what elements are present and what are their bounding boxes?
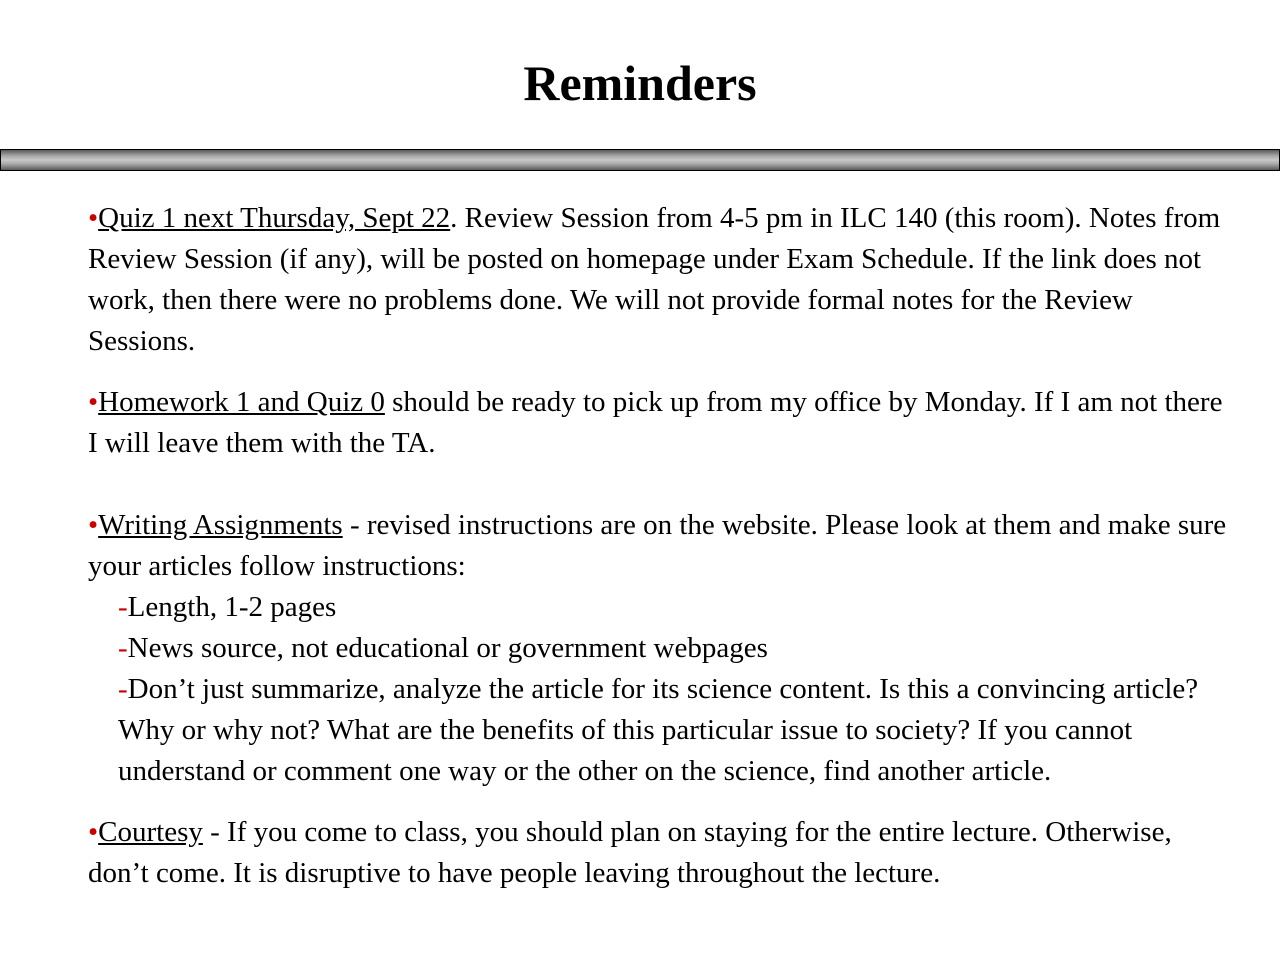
sub-item-text: Length, 1-2 pages xyxy=(127,591,337,623)
sub-item-text: News source, not educational or government webpages xyxy=(127,632,768,664)
reminder-text: . Review Session from 4-5 pm in ILC 140 (this room). Notes from Review Session (if any), will be posted on homepage under Exam Schedule. If the link does not work, then there were no problems done. We will not provide formal notes for the Review Sessions. xyxy=(88,202,1221,357)
reminder-list xyxy=(88,198,1228,894)
bullet-icon: • xyxy=(88,509,99,541)
sub-item xyxy=(88,587,1228,628)
sub-item xyxy=(88,628,1228,669)
reminder-text: should be ready to pick up from my office by Monday. If I am not there I will leave them with the TA. xyxy=(88,386,1223,459)
reminder-item-courtesy xyxy=(88,812,1228,894)
reminder-item-homework xyxy=(88,382,1228,464)
reminder-text: - If you come to class, you should plan on staying for the entire lecture. Otherwise, don’t come. It is disruptive to have people leaving throughout the lecture. xyxy=(88,816,1172,889)
page-title: Reminders xyxy=(523,55,757,111)
title-divider-bar xyxy=(0,149,1280,171)
bullet-icon: • xyxy=(88,816,99,848)
bullet-icon: • xyxy=(88,202,99,234)
reminder-item-writing xyxy=(88,505,1228,792)
dash-marker: - xyxy=(118,632,128,664)
reminder-heading: Writing Assignments xyxy=(98,509,343,541)
dash-marker: - xyxy=(118,591,128,623)
reminder-heading: Quiz 1 next Thursday, Sept 22 xyxy=(98,202,451,234)
bullet-icon: • xyxy=(88,386,99,418)
sub-item-text: Don’t just summarize, analyze the article for its science content. Is this a convincing article? Why or why not? What are the benefits of this particular issue to society? If you cannot understand or comment one way or the other on the science, find another article. xyxy=(118,673,1199,787)
sub-item xyxy=(88,669,1228,792)
dash-marker: - xyxy=(118,673,128,705)
reminder-text: - revised instructions are on the website. Please look at them and make sure your articles follow instructions: xyxy=(88,509,1227,582)
reminder-item-quiz xyxy=(88,198,1228,362)
reminder-heading: Courtesy xyxy=(98,816,203,848)
reminder-heading: Homework 1 and Quiz 0 xyxy=(98,386,385,418)
reminder-line xyxy=(88,505,1228,587)
